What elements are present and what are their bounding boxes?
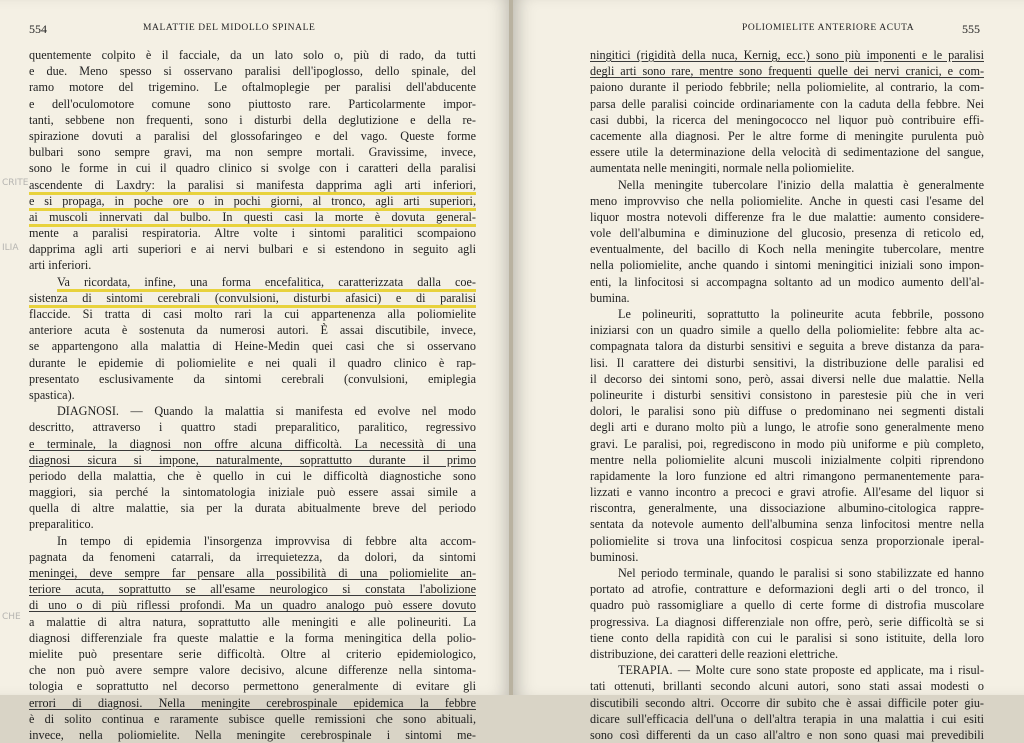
text-line: meno improvviso che nella poliomielite. Anche in questi casi l'esame del [590,193,984,208]
text-line: dolori, le paralisi sono più diffuse o predominano nei segmenti distali [590,404,984,419]
text-line: durante le epidemie di poliomielite e nei quali il quadro clinico è rap- [29,355,476,370]
running-title: POLIOMIELITE ANTERIORE ACUTA [742,23,915,33]
underlined-line: ningitici (rigidità della nuca, Kernig, ecc.) sono più imponenti e le paralisi [590,48,984,62]
text-line: quentemente colpito è il facciale, da un lato solo o, più di rado, da tutti [29,48,476,62]
right-page-body [590,47,984,743]
underlined-line: di uno o di più riflessi profondi. Ma un quadro analogo può essere dovuto [29,598,476,613]
text-line: presentato esclusivamente da sintomi cerebrali (convulsioni, emiplegia [29,371,476,386]
text-line: lisi. Il carattere dei disturbi sensitivi, la distribuzione delle paralisi ed [590,355,984,370]
text-line: maggiori, sia perché la sintomatologia iniziale può essere assai simile a [29,485,476,500]
text-line: nella poliomielite, anche quando i sintomi meningitici iniziali sono impon- [590,258,984,273]
right-page-header [513,22,1024,38]
text-line: tologia e soprattutto nel decorso permettono generalmente di evitare gli [29,679,476,694]
highlighted-line: ai muscoli innervati dal bulbo. In questi casi la morte è dovuta general- [29,209,476,224]
text-line: riscontra, generalmente, una dissociazione albumino-citologica rappre- [590,501,984,516]
text-line: distribuzione, dei caratteri delle reazioni elettriche. [590,646,839,661]
highlighted-line: ascendente di Laxdry: la paralisi si manifesta dapprima agli arti inferiori, [29,177,476,192]
left-page [0,0,511,742]
text-line: che non può avere sempre valore decisivo, alcune differenze nella sintoma- [29,663,476,678]
text-line: essere utile la determinazione della velocità di sedimentazione del sangue, [590,145,984,160]
text-line: a malattie di altra natura, soprattutto alle meningiti e alle polineuriti. La [29,614,476,629]
text-line: spastica). [29,387,75,402]
text-line: preparalitico. [29,517,94,532]
highlighted-line: Va ricordata, infine, una forma encefalitica, caratterizzata dalla coe- [57,274,476,289]
text-line: lizzati e vanno incontro a precoci e gravi atrofie. All'esame del liquor si [590,485,984,500]
text-line: il decorso dei sintomi sono, però, assai diversi nelle due malattie. Nella [590,371,984,386]
left-page-header [0,22,511,38]
underlined-line: meningei, deve sempre far pensare alla possibilità di una poliomielite an- [29,566,476,580]
text-line: polineurite i disturbi sensitivi consistono in parestesie più che in veri [590,387,984,402]
running-title: MALATTIE DEL MIDOLLO SPINALE [143,23,316,33]
text-line: arti inferiori. [29,258,92,273]
highlighted-line: e si propaga, in poche ore o in pochi giorni, al tronco, agli arti superiori, [29,193,476,208]
text-line: mentre nella poliomielite alcuni muscoli inizialmente colpiti riprendono [590,452,984,467]
right-page [513,0,1024,742]
text-line: pagnata da fenomeni catarrali, da irrequietezza, da dolori, da sintomi [29,549,476,564]
text-line: invece, nella poliomielite. Nella meningite cerebrospinale i sintomi me- [29,727,476,742]
text-line: degli arti e durano molto più a lungo, le atrofie sono generalmente meno [590,420,984,435]
text-line: bumina. [590,290,630,305]
text-line: e dell'oculomotore comune sono piuttosto rare. Particolarmente impor- [29,96,476,111]
text-line: Le polineuriti, soprattutto la polineurite acuta febbrile, possono [618,307,984,321]
highlighted-line: sistenza di sintomi cerebrali (convulsioni, disturbi afasici) e di paralisi [29,290,476,305]
text-line: dicare sull'efficacia dell'una o dell'altra terapia in una malattia i cui esiti [590,711,984,726]
left-page-body [29,47,476,743]
text-line: bulbari sono sempre gravi, ma non sempre mortali. Gravissime, invece, [29,145,476,160]
text-line: cacemente alla diagnosi. Per le altre forme di meningite purulenta può [590,128,984,143]
text-line: tiene conto della rapidità con cui le paralisi si sono istituite, della loro [590,630,984,645]
underlined-line: degli arti sono rare, mentre sono frequenti quelle dei nervi cranici, e com- [590,64,984,79]
text-line: vole dell'albumina e diminuzione del glucosio, presenza di reticolo ed, [590,226,984,241]
text-line: spirazione dovuti a paralisi del glossofaringeo e del vago. Queste forme [29,128,476,143]
text-line: Nel periodo terminale, quando le paralisi si sono stabilizzate ed hanno [618,566,984,580]
text-line: periodo della malattia, che è quello in cui le difficoltà diagnostiche sono [29,468,476,483]
margin-note: ILIA [2,243,19,253]
section-heading-line: DIAGNOSI. — Quando la malattia si manifesta ed evolve nel modo [57,404,476,419]
underlined-line: errori di diagnosi. Nella meningite cerebrospinale epidemica la febbre [29,695,476,710]
margin-note: CHE [2,612,21,622]
text-line: rapidamente la loro funzione ed altri rimangono permanentemente para- [590,468,984,483]
text-line: poliomielite si trova una linfocitosi cospicua senza proporzionale iperal- [590,533,984,548]
text-line: mente a paralisi respiratoria. Altre volte i sintomi paralitici scompaiono [29,226,476,241]
text-line: sentata da notevole aumento dell'albumina senza linfocitosi mentre nella [590,517,984,532]
page-number: 554 [29,22,47,36]
text-line: tati ottenuti, brillanti secondo alcuni autori, sono stati assai modesti o [590,679,984,694]
underlined-line: diagnosi sicura si impone, naturalmente, soprattutto durante il primo [29,452,476,467]
text-line: descritto, attraverso i quattro stadi preparalitico, paralitico, regressivo [29,420,476,435]
text-line: anteriore acuta è sostenuta da numerosi autori. È assai discutibile, invece, [29,323,476,338]
text-line: è di solito continua e raramente subisce quelle remissioni che sono abituali, [29,711,476,726]
text-line: discutibili secondo altri. Occorre dir subito che è assai difficile poter giu- [590,695,984,710]
text-line: dapprima agli arti superiori e ai nervi bulbari e si estendono in seguito agli [29,242,476,257]
margin-note: CRITE [2,178,29,188]
text-line: quella di altre malattie, sia per la durata abitualmente breve del periodo [29,501,476,516]
text-line: iniziarsi con un quadro simile a quello della poliomielite: febbre alta ac- [590,323,984,338]
text-line: enti, la linfocitosi si accompagna soltanto ad un modico aumento dell'al- [590,274,984,289]
text-line: aumentata nelle meningiti, normale nella poliomielite. [590,161,855,176]
underlined-line: teriore acuta, soprattutto se all'esame neurologico si constata l'abolizione [29,582,476,597]
text-line: In tempo di epidemia l'insorgenza improvvisa di febbre alta accom- [57,533,476,548]
text-line: tanti, sebbene non frequenti, sono i disturbi della deglutizione e della re- [29,112,476,127]
text-line: Nella meningite tubercolare l'inizio della malattia è generalmente [618,177,984,192]
text-line: mielite può presentare serie difficoltà. Oltre al criterio epidemiologico, [29,646,476,661]
text-line: portato ad atrofie, contratture e deformazioni degli arti o del tronco, il [590,582,984,597]
text-line: e due. Meno spesso si osservano paralisi dell'ipoglosso, dello spinale, del [29,64,476,79]
text-line: gravi. Le paralisi, poi, regrediscono in modo più uniforme e più completo, [590,436,984,451]
text-line: liquor mostra notevoli differenze fra le due malattie: aumento considere- [590,209,984,224]
text-line: progressiva. La diagnosi differenziale non offre, però, serie difficoltà se si [590,614,984,629]
text-line: diagnosi differenziale fra queste malattie e la forma meningitica della polio- [29,630,476,645]
text-line: flaccide. Si tratta di casi molto rari la cui appartenenza alla poliomielite [29,307,476,321]
text-line: quadro può rassomigliare a quello di certe forme di distrofia muscolare [590,598,984,613]
underlined-line: e terminale, la diagnosi non offre alcuna difficoltà. La necessità di una [29,436,476,451]
text-line: sono le forme in cui il quadro clinico si svolge con i caratteri della paralisi [29,161,476,176]
text-line: casi dubbi, la ricerca del meningococco nel liquor può contribuire effi- [590,112,984,127]
text-line: parsa delle paralisi coincide ordinariamente con la caduta della febbre. Nei [590,96,984,111]
text-line: sono così differenti da un caso all'altro e non sono quasi mai prevedibili [590,727,984,742]
text-line: buminosi. [590,549,639,564]
text-line: eventualmente, del bacillo di Koch nella meningite tubercolare, mentre [590,242,984,257]
text-line: paiono durante il periodo febbrile; nella poliomielite, al contrario, la com- [590,80,984,95]
text-line: se appartengono alla malattia di Heine-Medin quei casi che si osservano [29,339,476,354]
page-number: 555 [962,22,980,36]
text-line: compagnata talora da disturbi sensitivi e seguita a breve distanza da para- [590,339,984,354]
section-heading-line: TERAPIA. — Molte cure sono state proposte ed applicate, ma i risul- [618,663,984,678]
text-line: ramo motore del trigemino. Le oftalmoplegie per paralisi dell'abducente [29,80,476,95]
